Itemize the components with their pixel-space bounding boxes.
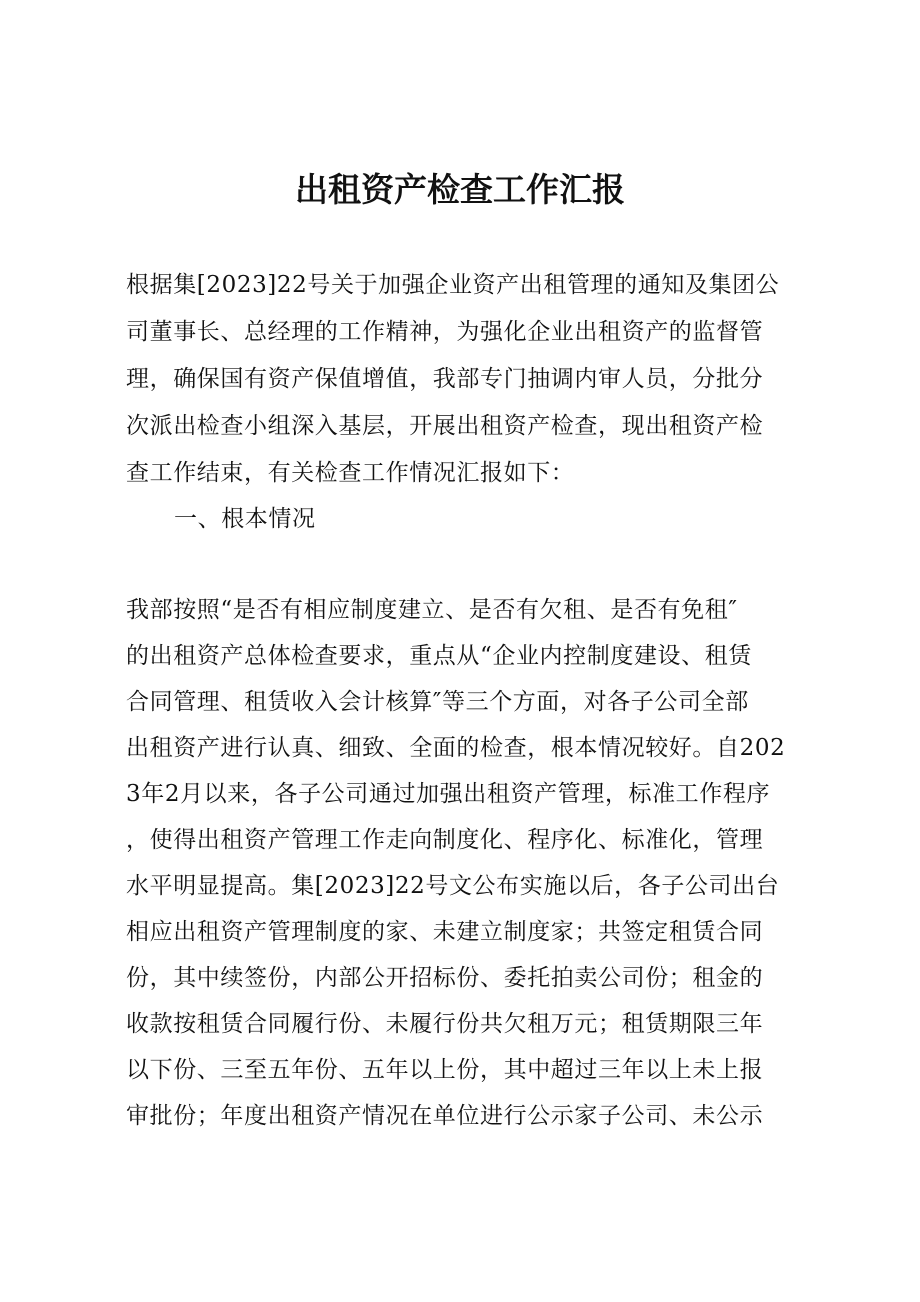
paragraph-line: 以下份、三至五年份、五年以上份，其中超过三年以上未上报	[126, 1057, 764, 1083]
paragraph-line: 我部按照“是否有相应制度建立、是否有欠租、是否有免租″	[126, 597, 738, 623]
paragraph-line: 合同管理、租赁收入会计核算″等三个方面，对各子公司全部	[126, 689, 749, 715]
paragraph-line: 理，确保国有资产保值增值，我部专门抽调内审人员，分批分	[126, 366, 764, 392]
paragraph-line: 次派出检查小组深入基层，开展出租资产检查，现出租资产检	[126, 413, 764, 439]
paragraph-line: 审批份；年度出租资产情况在单位进行公示家子公司、未公示	[126, 1103, 764, 1129]
paragraph-line: 收款按租赁合同履行份、未履行份共欠租万元；租赁期限三年	[126, 1011, 764, 1037]
paragraph-line: 根据集[2023]22号关于加强企业资产出租管理的通知及集团公	[126, 272, 780, 298]
paragraph-line: 查工作结束，有关检查工作情况汇报如下：	[126, 460, 575, 486]
paragraph-line: 的出租资产总体检查要求，重点从“企业内控制度建设、租赁	[126, 643, 752, 669]
paragraph-line: 司董事长、总经理的工作精神，为强化企业出租资产的监督管	[126, 319, 764, 345]
paragraph-line: 份，其中续签份，内部公开招标份、委托拍卖公司份；租金的	[126, 965, 764, 991]
paragraph-line: 出租资产进行认真、细致、全面的检查，根本情况较好。自202	[126, 735, 786, 761]
paragraph-line: 3年2月以来，各子公司通过加强出租资产管理，标准工作程序	[126, 781, 771, 807]
section-heading: 一、根本情况	[174, 506, 316, 532]
document-title: 出租资产检查工作汇报	[295, 170, 625, 209]
paragraph-line: 水平明显提高。集[2023]22号文公布实施以后，各子公司出台	[126, 873, 780, 899]
paragraph-line: 相应出租资产管理制度的家、未建立制度家；共签定租赁合同	[126, 919, 764, 945]
paragraph-line: ，使得出租资产管理工作走向制度化、程序化、标准化，管理	[126, 827, 764, 853]
